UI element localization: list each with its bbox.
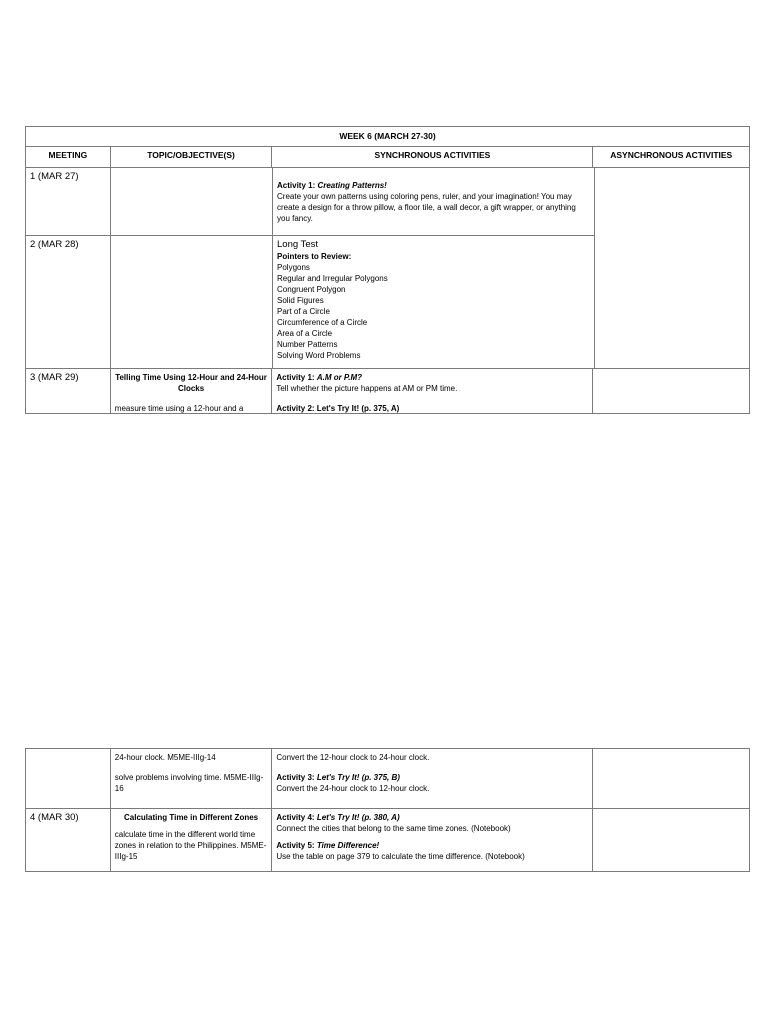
pointer-item: Regular and Irregular Polygons [277,274,388,283]
activity-4-label: Activity 4: [276,813,317,822]
pointer-item: Area of a Circle [277,329,333,338]
meeting-1-row [26,168,594,235]
async-3 [592,369,749,413]
topic-3-cont [110,749,272,808]
schedule-table-top [25,126,750,414]
activity-2-text: Convert the 12-hour clock to 24-hour clock. [276,753,430,762]
async-3-cont [592,749,749,808]
activity-4-title: Let's Try It! (p. 380, A) [316,813,400,822]
topic-4 [110,809,272,871]
pointer-item: Congruent Polygon [277,285,346,294]
rows-1-2 [26,167,749,368]
meeting-3-cont-row [26,749,749,808]
meeting-3-row [26,368,749,413]
schedule-table-bottom [25,748,750,872]
activity-1-label: Activity 1: [277,181,318,190]
topic-2 [110,236,272,368]
week-title-row [26,127,749,146]
header-meeting: MEETING [48,150,88,160]
topic-3 [110,369,272,413]
topic-3-objective-2: solve problems involving time. M5ME-IIIg-16 [114,773,264,793]
async-1-2 [594,168,749,368]
meeting-3-cont [26,749,110,808]
pointers-title: Pointers to Review: [277,252,352,261]
header-async: ASYNCHRONOUS ACTIVITIES [592,147,749,167]
sync-4 [271,809,592,871]
activity-5-title: Time Difference! [316,841,380,850]
activity-1-title: Creating Patterns! [317,181,387,190]
activity-3-title: Let's Try It! (p. 375, B) [316,773,400,782]
activity-3-text: Convert the 24-hour clock to 12-hour clock. [276,784,430,793]
sync-3-cont [271,749,592,808]
header-topic: TOPIC/OBJECTIVE(S) [110,147,272,167]
meeting-2-row [26,235,594,368]
meeting-1: 1 (MAR 27) [30,171,79,182]
activity-5-text: Use the table on page 379 to calculate the time difference. (Notebook) [276,852,525,861]
long-test: Long Test [277,239,319,250]
pointer-item: Solving Word Problems [277,351,361,360]
sync-1 [272,168,594,235]
topic-1 [110,168,272,235]
activity-4-text: Connect the cities that belong to the same time zones. (Notebook) [276,824,511,833]
activity-1b-text: Tell whether the picture happens at AM or PM time. [276,384,458,393]
activity-2-title: Activity 2: Let's Try It! (p. 375, A) [276,404,400,413]
pointer-item: Number Patterns [277,340,338,349]
meeting-4: 4 (MAR 30) [30,812,79,823]
meeting-4-row [26,808,749,871]
topic-3-objective: measure time using a 12-hour and a [114,404,244,413]
header-row [26,146,749,167]
pointer-item: Solid Figures [277,296,324,305]
meeting-2: 2 (MAR 28) [30,239,79,250]
pointer-item: Circumference of a Circle [277,318,368,327]
topic-3-objective-cont: 24-hour clock. M5ME-IIIg-14 [114,753,216,762]
topic-4-title: Calculating Time in Different Zones [124,813,259,822]
activity-1-text: Create your own patterns using coloring pens, ruler, and your imagination! You may create a design for a throw pillow, a floor tile, a wall decor, a gift wrapper, or anything you fancy. [277,192,576,223]
sync-3 [271,369,592,413]
activity-1b-title: A.M or P.M? [316,373,362,382]
pointer-item: Part of a Circle [277,307,330,316]
activity-1b-label: Activity 1: [276,373,317,382]
meeting-3: 3 (MAR 29) [30,372,79,383]
topic-3-title: Telling Time Using 12-Hour and 24-Hour Clocks [115,373,267,393]
week-title: WEEK 6 (MARCH 27-30) [339,131,436,141]
pointer-item: Polygons [277,263,310,272]
activity-5-label: Activity 5: [276,841,317,850]
sync-2 [272,236,594,368]
header-sync: SYNCHRONOUS ACTIVITIES [271,147,592,167]
async-4 [592,809,749,871]
activity-3-label: Activity 3: [276,773,317,782]
topic-4-objective: calculate time in the different world time zones in relation to the Philippines. M5ME-IIIg-15 [114,830,267,861]
